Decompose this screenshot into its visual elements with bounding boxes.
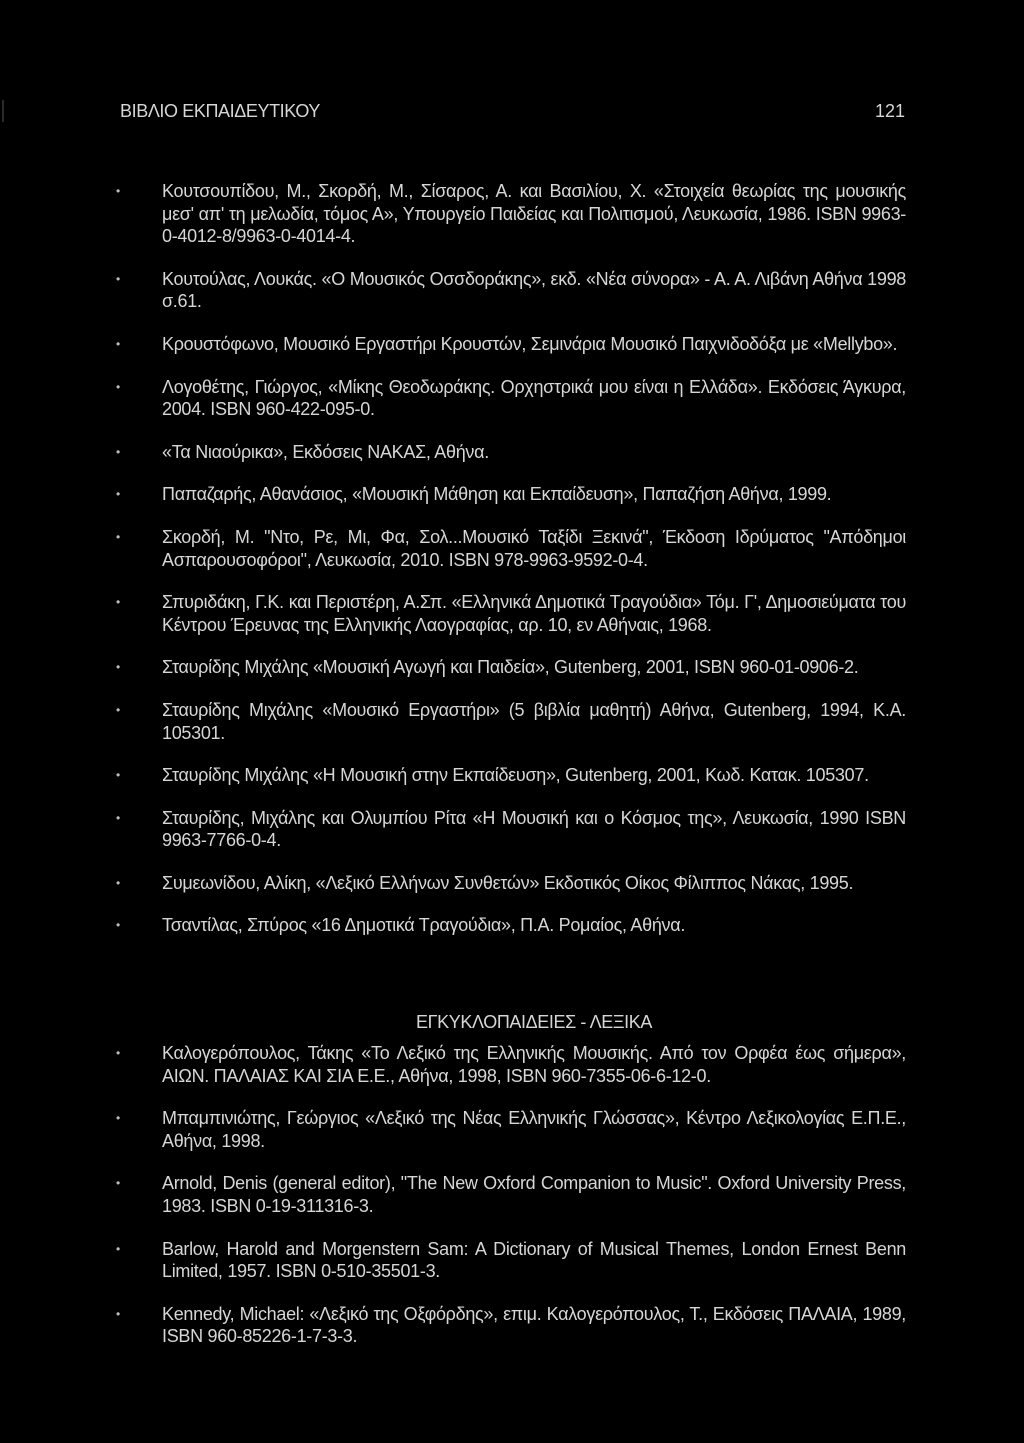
bullet-icon: • [116,595,120,610]
page-edge-mark [2,100,4,122]
section-title-encyclopedias: ΕΓΚΥΚΛΟΠΑΙΔΕΙΕΣ - ΛΕΞΙΚΑ [416,1012,652,1032]
reference-entry [116,872,906,895]
reference-text: Barlow, Harold and Morgenstern Sam: A Dictionary of Musical Themes, London Ernest Benn Limited, 1957. ISBN 0-510-35501-3. [162,1238,906,1282]
bullet-icon: • [116,1111,120,1126]
bibliography-list [116,180,906,957]
reference-entry [116,914,906,937]
reference-text: Κρουστόφωνο, Μουσικό Εργαστήρι Κρουστών, Σεμινάρια Μουσικό Παιχνιδοδόξα με «Mellybo». [162,333,898,354]
reference-text: Συμεωνίδου, Αλίκη, «Λεξικό Ελλήνων Συνθετών» Εκδοτικός Οίκος Φίλιππος Νάκας, 1995. [162,872,854,893]
bullet-icon: • [116,529,120,544]
reference-entry [116,333,906,356]
encyclopedias-list [116,1042,906,1368]
reference-text: Παπαζαρής, Αθανάσιος, «Μουσική Μάθηση και Εκπαίδευση», Παπαζήση Αθήνα, 1999. [162,484,832,505]
reference-entry [116,764,906,787]
reference-entry [116,376,906,421]
bullet-icon: • [116,1046,120,1060]
reference-entry [116,1042,906,1087]
bullet-icon: • [116,810,120,825]
reference-entry [116,807,906,852]
bullet-icon: • [116,1176,120,1191]
bullet-icon: • [116,1306,120,1321]
bullet-icon: • [116,918,120,933]
reference-entry [116,180,906,248]
reference-entry [116,1303,906,1348]
reference-text: Kennedy, Michael: «Λεξικό της Οξφόρδης», επιμ. Καλογερόπουλος, Τ., Εκδόσεις ΠΑΛΑΙΑ, 1989, ISBN 960-85226-1-7-3-3. [162,1303,906,1347]
reference-text: Σταυρίδης Μιχάλης «Μουσικό Εργαστήρι» (5 βιβλία μαθητή) Αθήνα, Gutenberg, 1994, Κ.Α. 105301. [162,699,906,743]
page-number: 121 [874,100,905,121]
bullet-icon: • [116,271,120,286]
reference-text: Σκορδή, Μ. "Ντο, Ρε, Μι, Φα, Σολ...Μουσικό Ταξίδι Ξεκινά", Έκδοση Ιδρύματος "Απόδημοι Ασπαρουσοφόροι", Λευκωσία, 2010. ISBN 978-9963-9592-0-4. [162,526,906,570]
bullet-icon: • [116,875,120,890]
reference-entry [116,1172,906,1217]
running-title: ΒΙΒΛΙΟ ΕΚΠΑΙΔΕΥΤΙΚΟΥ [120,100,320,121]
bullet-icon: • [116,1241,120,1256]
reference-entry [116,268,906,313]
reference-text: Σταυρίδης, Μιχάλης και Ολυμπίου Ρίτα «Η Μουσική και ο Κόσμος της», Λευκωσία, 1990 ISBN 9963-7766-0-4. [162,807,906,851]
bullet-icon: • [116,444,120,459]
reference-entry [116,656,906,679]
reference-entry [116,483,906,506]
bullet-icon: • [116,702,120,717]
reference-entry [116,526,906,571]
reference-entry [116,441,906,464]
running-header [120,98,905,124]
reference-text: Μπαμπινιώτης, Γεώργιος «Λεξικό της Νέας Ελληνικής Γλώσσας», Κέντρο Λεξικολογίας Ε.Π.Ε., Αθήνα, 1998. [162,1108,906,1151]
bullet-icon: • [116,379,120,394]
reference-entry [116,699,906,744]
reference-text: Τσαντίλας, Σπύρος «16 Δημοτικά Τραγούδια», Π.Α. Ρομαίος, Αθήνα. [162,915,686,936]
reference-text: Κουτσουπίδου, Μ., Σκορδή, Μ., Σίσαρος, Α. και Βασιλίου, Χ. «Στοιχεία θεωρίας της μουσικής μεσ' απ' τη μελωδία, τόμος Α», Υπουργείο Παιδείας και Πολιτισμού, Λευκωσία, 1986. ISBN 9963-0-4012-8/9963-0-4014-4. [162,181,906,247]
reference-text: «Τα Νιαούρικα», Εκδόσεις ΝΑΚΑΣ, Αθήνα. [162,441,489,462]
reference-text: Arnold, Denis (general editor), "The New Oxford Companion to Music". Oxford University Press, 1983. ISBN 0-19-311316-3. [162,1173,906,1216]
bullet-icon: • [116,336,120,351]
reference-text: Καλογερόπουλος, Τάκης «Το Λεξικό της Ελληνικής Μουσικής. Από τον Ορφέα έως σήμερα», ΑΙΩΝ. ΠΑΛΑΙΑΣ ΚΑΙ ΣΙΑ Ε.Ε., Αθήνα, 1998, ISBN 960-7355-06-6-12-0. [162,1043,906,1086]
reference-entry [116,1107,906,1152]
bullet-icon: • [116,768,120,783]
bullet-icon: • [116,487,120,502]
reference-text: Λογοθέτης, Γιώργος, «Μίκης Θεοδωράκης. Ορχηστρικά μου είναι η Ελλάδα». Εκδόσεις Άγκυρα, 2004. ISBN 960-422-095-0. [162,376,906,420]
reference-entry [116,1238,906,1283]
reference-text: Σταυρίδης Μιχάλης «Μουσική Αγωγή και Παιδεία», Gutenberg, 2001, ISBN 960-01-0906-2. [162,657,859,678]
reference-entry [116,591,906,636]
reference-text: Σπυριδάκη, Γ.Κ. και Περιστέρη, Α.Σπ. «Ελληνικά Δημοτικά Τραγούδια» Τόμ. Γ', Δημοσιεύματα του Κέντρου Έρευνας της Ελληνικής Λαογραφίας, αρ. 10, εν Αθήναις, 1968. [162,592,906,635]
bullet-icon: • [116,184,120,198]
reference-text: Σταυρίδης Μιχάλης «Η Μουσική στην Εκπαίδευση», Gutenberg, 2001, Κωδ. Κατακ. 105307. [162,765,869,786]
reference-text: Κουτούλας, Λουκάς. «Ο Μουσικός Οσσδοράκης», εκδ. «Νέα σύνορα» - Α. Α. Λιβάνη Αθήνα 1998 σ.61. [162,268,906,312]
bullet-icon: • [116,660,120,675]
